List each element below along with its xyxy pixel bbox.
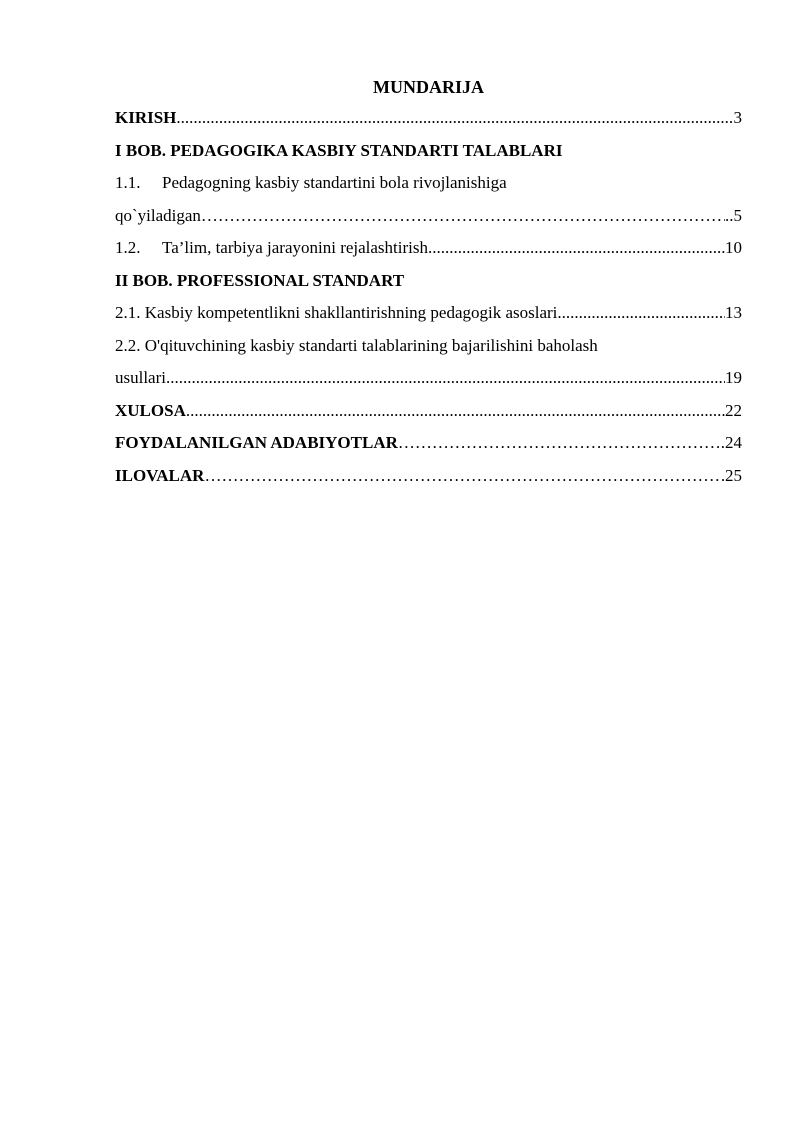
dot-leader bbox=[201, 200, 725, 233]
toc-chapter-2-heading[interactable] bbox=[115, 265, 742, 298]
dot-leader bbox=[204, 460, 725, 493]
toc-page-number: 10 bbox=[725, 238, 742, 257]
toc-entry-2-1[interactable] bbox=[115, 297, 742, 330]
toc-entry-label: 2.1. Kasbiy kompetentlikni shakllantirishning pedagogik asoslari bbox=[115, 303, 558, 322]
toc-page-number: ..5 bbox=[725, 205, 742, 225]
toc-entry-label: FOYDALANILGAN ADABIYOTLAR bbox=[115, 433, 398, 452]
toc-entry-1-1-first-line[interactable] bbox=[115, 167, 742, 200]
toc-entry-label: Ta’lim, tarbiya jarayonini rejalashtirish bbox=[162, 238, 428, 257]
toc-entry-label: I BOB. PEDAGOGIKA KASBIY STANDARTI TALABLARI bbox=[115, 140, 563, 160]
dot-leader bbox=[428, 232, 725, 265]
toc-page-number: .24 bbox=[720, 433, 742, 452]
toc-entry-label: qo`yiladigan bbox=[115, 205, 201, 225]
toc-chapter-1-heading[interactable] bbox=[115, 135, 742, 168]
toc-entry-1-1-second-line[interactable] bbox=[115, 200, 742, 233]
toc-page-number: 19 bbox=[725, 368, 742, 387]
toc-entry-label: II BOB. PROFESSIONAL STANDART bbox=[115, 270, 405, 290]
toc-entry-label: XULOSA bbox=[115, 400, 186, 420]
toc-entry-label: usullari bbox=[115, 368, 166, 387]
dot-leader bbox=[176, 102, 733, 135]
toc-entry-kirish[interactable] bbox=[115, 102, 742, 135]
dot-leader bbox=[166, 362, 725, 395]
dot-leader bbox=[398, 427, 721, 460]
toc-page-number: 3 bbox=[733, 108, 742, 127]
toc-entry-2-2-second-line[interactable] bbox=[115, 362, 742, 395]
page-title: MUNDARIJA bbox=[373, 77, 484, 97]
table-of-contents bbox=[115, 72, 742, 492]
toc-page-number: 13 bbox=[725, 303, 742, 322]
toc-entry-label: ILOVALAR bbox=[115, 465, 205, 485]
dot-leader bbox=[186, 395, 725, 428]
toc-entry-ilovalar[interactable] bbox=[115, 460, 742, 493]
toc-entry-label: 2.2. O'qituvchining kasbiy standarti talablarining bajarilishini baholash bbox=[115, 335, 598, 355]
toc-page-number: 25 bbox=[725, 465, 742, 485]
toc-page-number: 22 bbox=[725, 400, 742, 420]
toc-entry-1-2[interactable] bbox=[115, 232, 742, 265]
toc-entry-xulosa[interactable] bbox=[115, 395, 742, 428]
dot-leader bbox=[557, 297, 725, 330]
toc-entry-adabiyotlar[interactable] bbox=[115, 427, 742, 460]
toc-entry-label: KIRISH bbox=[115, 108, 177, 127]
toc-section-number: 1.2. bbox=[115, 238, 141, 257]
toc-entry-label: Pedagogning kasbiy standartini bola rivojlanishiga bbox=[162, 173, 507, 192]
toc-entry-2-2-first-line[interactable] bbox=[115, 330, 742, 363]
toc-section-number: 1.1. bbox=[115, 173, 141, 192]
